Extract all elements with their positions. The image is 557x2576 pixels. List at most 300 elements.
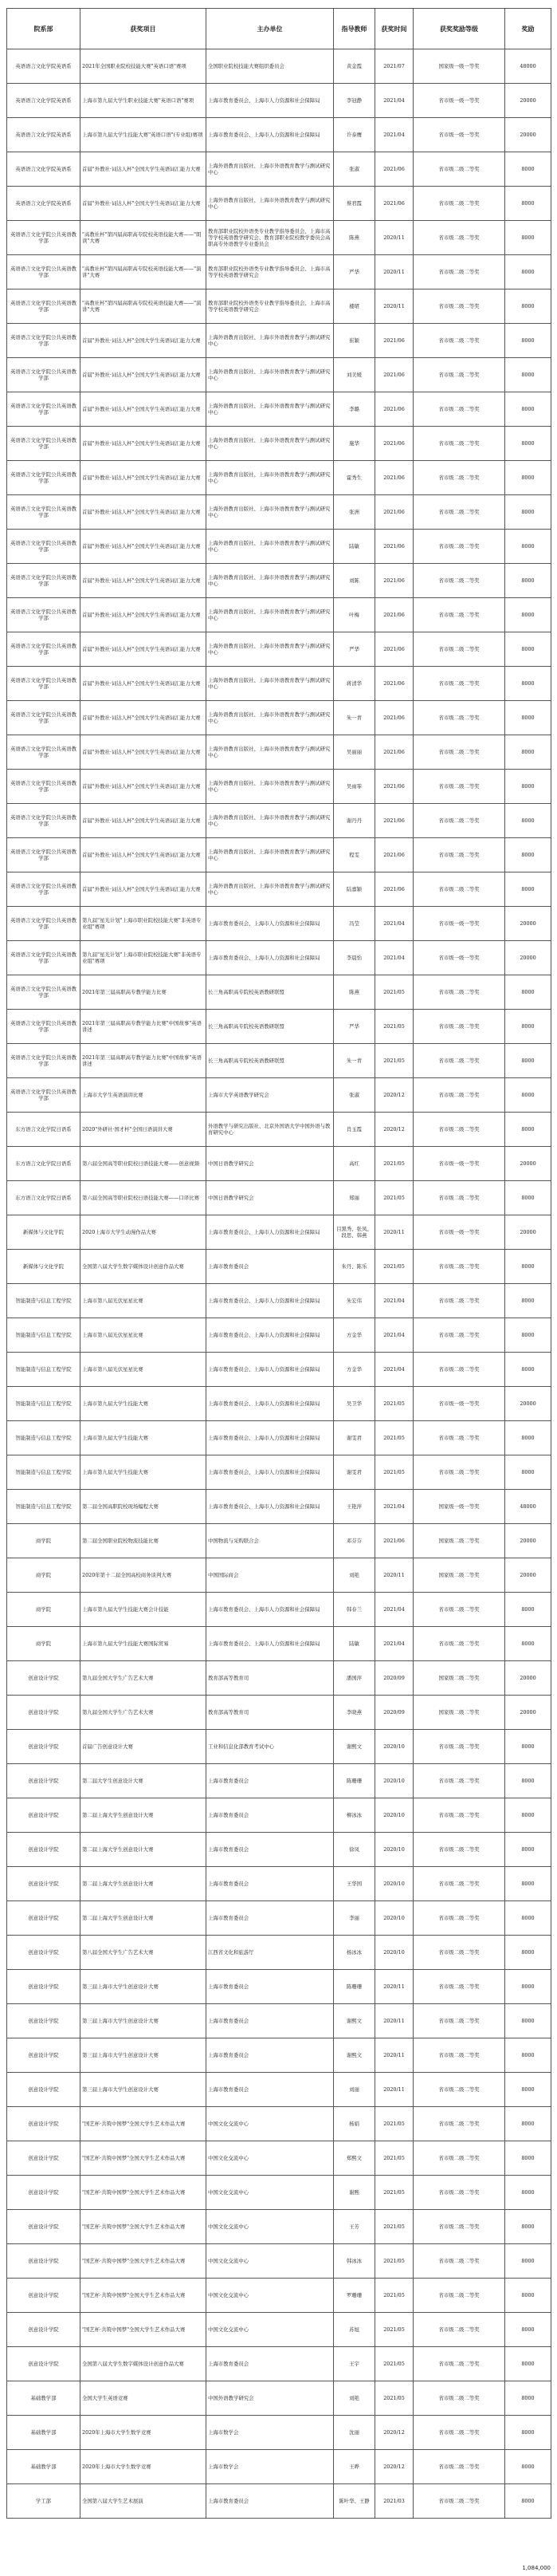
cell-reward: 8000 [505,1593,551,1627]
cell-organizer: 上海市教育委员会 [206,2484,334,2519]
cell-award-level: 省市级二级二等奖 [414,221,505,255]
cell-reward: 8000 [505,255,551,290]
cell-department: 创意设计学院 [7,2073,80,2107]
table-row [7,2073,551,2107]
cell-advisor: 谢丹丹 [334,804,375,838]
cell-award-item: 首届"外教社·词达人杯"全国大学生英语词汇能力大赛 [80,770,206,804]
cell-department: 创意设计学院 [7,1798,80,1833]
cell-award-date: 2020/10 [375,1730,414,1764]
cell-department: 英语语言文化学院英语系 [7,49,80,84]
cell-award-item: 上海市第八届光伏星星比赛 [80,1318,206,1353]
cell-award-item: 首届"外教社·词达人杯"全国大学生英语词汇能力大赛 [80,632,206,667]
cell-award-level: 省市级二级二等奖 [414,1764,505,1798]
table-row [7,804,551,838]
cell-reward: 8000 [505,1353,551,1387]
cell-reward: 8000 [505,2141,551,2176]
cell-reward: 8000 [505,804,551,838]
table-row [7,2244,551,2279]
cell-award-date: 2020/11 [375,255,414,290]
cell-organizer: 上海市教育委员会、上海市人力资源和社会保障局 [206,1318,334,1353]
cell-reward: 20000 [505,1661,551,1696]
cell-reward: 8000 [505,187,551,221]
cell-award-item: 第二届上海大学生创意设计大赛 [80,1901,206,1936]
cell-award-level: 省市级二级二等奖 [414,1078,505,1113]
cell-organizer: 中国物流与采购联合会 [206,1524,334,1558]
table-row [7,84,551,118]
cell-award-date: 2021/06 [375,667,414,701]
cell-organizer: 上海市教育委员会、上海市人力资源和社会保障局 [206,941,334,975]
cell-organizer: 中国文化交流中心 [206,2176,334,2210]
cell-advisor: 吴卫华 [334,1387,375,1421]
table-row [7,221,551,255]
cell-award-item: 2020上海市大学生动漫作品大赛 [80,1215,206,1250]
cell-organizer: 教育部职业院校外语类专业教学指导委员会、上海市高等学校英语教学研究会、教育部职业院校教学委员会高职高专外语教学专业委员会 [206,221,334,255]
cell-award-date: 2020/12 [375,1078,414,1113]
cell-reward: 8000 [505,2107,551,2141]
cell-award-date: 2021/05 [375,2107,414,2141]
cell-organizer: 上海外语教育出版社、上海市外语教育教学与测试研究中心 [206,632,334,667]
cell-department: 创意设计学院 [7,1764,80,1798]
cell-award-date: 2021/04 [375,1284,414,1318]
cell-reward: 20000 [505,907,551,941]
cell-award-date: 2020/11 [375,290,414,324]
cell-advisor: 杨娟 [334,2107,375,2141]
cell-advisor: 韩冰冰 [334,2244,375,2279]
cell-award-item: 2020年第十二届全国高校商务谈判大赛 [80,1558,206,1593]
cell-organizer: 上海外语教育出版社、上海市外语教育教学与测试研究中心 [206,872,334,907]
cell-award-item: 首届"外教社·词达人杯"全国大学生英语词汇能力大赛 [80,804,206,838]
cell-award-item: 第二届上海大学生创意设计大赛 [80,1798,206,1833]
cell-award-level: 省市级二级二等奖 [414,2073,505,2107]
cell-advisor: 吴雨霏 [334,770,375,804]
cell-organizer: 上海外语教育出版社、上海市外语教育教学与测试研究中心 [206,530,334,564]
cell-organizer: 上海市教育委员会 [206,1867,334,1901]
cell-department: 英语语言文化学院公共英语教学部 [7,770,80,804]
cell-department: 东方语言文化学院日语系 [7,1147,80,1181]
cell-advisor: 黄金霞 [334,49,375,84]
cell-organizer: 上海外语教育出版社、上海市外语教育教学与测试研究中心 [206,770,334,804]
cell-award-date: 2021/04 [375,1353,414,1387]
cell-organizer: 上海市教育委员会、上海市人力资源和社会保障局 [206,1627,334,1661]
cell-organizer: 中国文化交流中心 [206,2210,334,2244]
cell-award-date: 2021/06 [375,770,414,804]
cell-department: 英语语言文化学院公共英语教学部 [7,598,80,632]
cell-award-level: 省市级二级二等奖 [414,2381,505,2416]
cell-organizer: 长三角高职高专院校英语教研联盟 [206,1044,334,1078]
cell-department: 商学院 [7,1558,80,1593]
cell-advisor: 谢熙文 [334,2004,375,2038]
table-row [7,2484,551,2519]
cell-organizer: 上海市教育委员会 [206,1833,334,1867]
cell-award-date: 2021/06 [375,461,414,495]
table-row [7,1044,551,1078]
cell-reward: 8000 [505,2279,551,2313]
cell-advisor: 张淑 [334,1078,375,1113]
cell-award-level: 省市级二级二等奖 [414,530,505,564]
cell-organizer: 上海市教育委员会 [206,2004,334,2038]
table-row [7,530,551,564]
cell-award-date: 2021/04 [375,1593,414,1627]
cell-award-item: 2020"外研社·国才杯"全国日语演讲大赛 [80,1113,206,1147]
cell-advisor: 严华 [334,255,375,290]
cell-award-level: 省市级二级二等奖 [414,2279,505,2313]
cell-department: 英语语言文化学院公共英语教学部 [7,907,80,941]
cell-department: 英语语言文化学院公共英语教学部 [7,735,80,770]
table-row [7,564,551,598]
cell-award-date: 2021/06 [375,324,414,358]
table-row [7,118,551,152]
cell-award-item: 上海市第九届大学生技能大赛 [80,1387,206,1421]
cell-reward: 8000 [505,495,551,530]
cell-award-item: 第八届全国大学生广告艺术大赛 [80,1936,206,1970]
cell-department: 智能制造与信息工程学院 [7,1455,80,1490]
cell-award-item: 第三届上海市大学生创意设计大赛 [80,2038,206,2073]
cell-award-date: 2021/06 [375,632,414,667]
cell-award-date: 2020/12 [375,1113,414,1147]
cell-department: 智能制造与信息工程学院 [7,1387,80,1421]
cell-award-date: 2020/11 [375,1970,414,2004]
cell-advisor: 张淑 [334,152,375,187]
cell-organizer: 上海市数学会 [206,2450,334,2484]
cell-reward: 8000 [505,2073,551,2107]
cell-award-level: 省市级二级二等奖 [414,1901,505,1936]
cell-award-item: 第二届全国高职院校现场编程大赛 [80,1490,206,1524]
cell-award-level: 省市级一级一等奖 [414,1387,505,1421]
cell-advisor: 谢雯君 [334,1421,375,1455]
table-row [7,598,551,632]
cell-reward: 8000 [505,2176,551,2210]
cell-organizer: 上海外语教育出版社、上海市外语教育教学与测试研究中心 [206,564,334,598]
cell-organizer: 上海市教育委员会 [206,1901,334,1936]
cell-award-item: "国艺杯·共筑中国梦"全国大学生艺术作品大赛 [80,2176,206,2210]
cell-organizer: 上海外语教育出版社、上海市外语教育教学与测试研究中心 [206,804,334,838]
cell-advisor: 刘美媛 [334,358,375,392]
cell-award-item: 首届"外教社·词达人杯"全国大学生英语词汇能力大赛 [80,530,206,564]
cell-award-level: 国家级一级一等奖 [414,1490,505,1524]
cell-department: 东方语言文化学院日语系 [7,1113,80,1147]
cell-award-level: 省市级二级二等奖 [414,1833,505,1867]
cell-advisor: 杨冰冰 [334,1936,375,1970]
cell-department: 英语语言文化学院公共英语教学部 [7,495,80,530]
cell-organizer: 工业和信息化部教育考试中心 [206,1730,334,1764]
cell-advisor: 朱一青 [334,701,375,735]
cell-advisor: 谢熙 [334,2176,375,2210]
cell-award-date: 2020/10 [375,1798,414,1833]
cell-award-level: 省市级二级二等奖 [414,2450,505,2484]
cell-award-date: 2020/10 [375,1833,414,1867]
cell-award-level: 省市级二级二等奖 [414,1867,505,1901]
cell-award-item: 首届广告创意设计大赛 [80,1730,206,1764]
cell-reward: 8000 [505,461,551,495]
cell-organizer: 上海外语教育出版社、上海市外语教育教学与测试研究中心 [206,427,334,461]
cell-award-level: 省市级二级二等奖 [414,1353,505,1387]
cell-award-level: 省市级二级二等奖 [414,2313,505,2347]
cell-reward: 8000 [505,1421,551,1455]
cell-award-level: 省市级二级二等奖 [414,255,505,290]
cell-advisor: 严华 [334,1010,375,1044]
cell-reward: 8000 [505,427,551,461]
cell-organizer: 中国文化交流中心 [206,2313,334,2347]
cell-department: 智能制造与信息工程学院 [7,1318,80,1353]
cell-award-item: "高教社杯"第四届高职高专院校英语技能大赛——"演讲"大赛 [80,255,206,290]
cell-award-date: 2020/10 [375,1901,414,1936]
cell-award-date: 2021/04 [375,1318,414,1353]
cell-award-item: 首届"外教社·词达人杯"全国大学生英语词汇能力大赛 [80,324,206,358]
cell-award-level: 省市级二级二等奖 [414,1593,505,1627]
cell-award-date: 2021/05 [375,2381,414,2416]
cell-award-item: 上海市第九届大学生技能大赛 [80,1421,206,1455]
cell-award-level: 省市级二级二等奖 [414,2416,505,2450]
cell-award-item: 2020年上海市大学生数学竞赛 [80,2416,206,2450]
cell-reward: 8000 [505,2381,551,2416]
cell-award-level: 省市级二级二等奖 [414,2347,505,2381]
cell-reward: 20000 [505,84,551,118]
cell-advisor: 叶梅 [334,598,375,632]
cell-advisor: 谢熙文 [334,1730,375,1764]
cell-organizer: 上海市教育委员会、上海市人力资源和社会保障局 [206,1284,334,1318]
cell-award-date: 2021/06 [375,392,414,427]
table-row [7,701,551,735]
cell-reward: 8000 [505,735,551,770]
cell-department: 创意设计学院 [7,1661,80,1696]
cell-department: 英语语言文化学院公共英语教学部 [7,290,80,324]
cell-department: 学工部 [7,2484,80,2519]
cell-award-item: 上海市第九届大学生技能大赛国际贸易 [80,1627,206,1661]
cell-advisor: 刘艳 [334,2381,375,2416]
cell-award-date: 2020/10 [375,1764,414,1798]
award-table-sheet [6,8,551,2519]
table-row [7,1455,551,1490]
cell-organizer: 上海外语教育出版社、上海市外语教育教学与测试研究中心 [206,187,334,221]
table-row [7,1730,551,1764]
cell-organizer: 上海市教育委员会、上海市人力资源和社会保障局 [206,1215,334,1250]
cell-department: 智能制造与信息工程学院 [7,1490,80,1524]
cell-department: 英语语言文化学院公共英语教学部 [7,427,80,461]
cell-award-item: 2021年第三届高职高专教学能力比赛"中国故事"英语讲述 [80,1010,206,1044]
cell-department: 创意设计学院 [7,1867,80,1901]
cell-award-date: 2020/11 [375,1215,414,1250]
cell-award-item: 首届"外教社·词达人杯"全国大学生英语词汇能力大赛 [80,598,206,632]
cell-department: 创意设计学院 [7,1936,80,1970]
cell-award-date: 2020/10 [375,1936,414,1970]
cell-award-level: 省市级二级二等奖 [414,2038,505,2073]
cell-organizer: 上海市教育委员会、上海市人力资源和社会保障局 [206,1353,334,1387]
table-row [7,735,551,770]
cell-organizer: 上海市教育委员会 [206,2073,334,2107]
cell-advisor: 方金华 [334,1318,375,1353]
cell-reward: 8000 [505,701,551,735]
table-row [7,2038,551,2073]
table-row [7,770,551,804]
cell-organizer: 上海市教育委员会 [206,1764,334,1798]
cell-reward: 8000 [505,2450,551,2484]
cell-department: 英语语言文化学院公共英语教学部 [7,530,80,564]
cell-advisor: 目黑秀、张凤、段思、韩燕 [334,1215,375,1250]
table-row [7,2176,551,2210]
cell-award-item: 全国第八届大学生艺术展演 [80,2484,206,2519]
cell-department: 英语语言文化学院公共英语教学部 [7,1078,80,1113]
cell-award-date: 2020/12 [375,2416,414,2450]
cell-advisor: 施华 [334,427,375,461]
cell-award-level: 国家级二级二等奖 [414,1696,505,1730]
cell-award-level: 省市级二级二等奖 [414,1318,505,1353]
cell-department: 创意设计学院 [7,1833,80,1867]
table-row [7,1078,551,1113]
cell-reward: 8000 [505,564,551,598]
cell-award-date: 2021/05 [375,1455,414,1490]
cell-award-date: 2021/06 [375,358,414,392]
cell-award-date: 2021/05 [375,2244,414,2279]
cell-award-level: 省市级二级二等奖 [414,187,505,221]
cell-organizer: 中国日语教学研究会 [206,1147,334,1181]
cell-award-date: 2021/06 [375,598,414,632]
cell-award-level: 省市级二级二等奖 [414,1970,505,2004]
cell-reward: 8000 [505,290,551,324]
cell-reward: 8000 [505,1113,551,1147]
cell-organizer: 教育部高等教育司 [206,1661,334,1696]
cell-advisor: 许泰鹰 [334,118,375,152]
cell-award-date: 2021/06 [375,427,414,461]
cell-award-item: "国艺杯·共筑中国梦"全国大学生艺术作品大赛 [80,2210,206,2244]
cell-advisor: 李晨怡 [334,941,375,975]
header-award-date: 获奖时间 [375,9,414,49]
cell-reward: 8000 [505,770,551,804]
cell-organizer: 中国文化交流中心 [206,2141,334,2176]
cell-award-item: 2021年全国职业院校技能大赛"英语口语"赛项 [80,49,206,84]
cell-reward: 8000 [505,1764,551,1798]
cell-reward: 20000 [505,1524,551,1558]
cell-award-level: 省市级二级二等奖 [414,564,505,598]
cell-award-item: 首届"外教社·词达人杯"全国大学生英语词汇能力大赛 [80,872,206,907]
cell-advisor: 沈丽 [334,2416,375,2450]
cell-organizer: 上海外语教育出版社、上海市外语教育教学与测试研究中心 [206,701,334,735]
table-row [7,255,551,290]
cell-organizer: 中国文化交流中心 [206,2279,334,2313]
cell-award-item: 第三届上海市大学生创意设计大赛 [80,2073,206,2107]
cell-award-level: 省市级二级二等奖 [414,427,505,461]
table-row [7,2279,551,2313]
cell-reward: 8000 [505,2416,551,2450]
cell-advisor: 王晔 [334,2450,375,2484]
table-row [7,1421,551,1455]
cell-reward: 8000 [505,358,551,392]
cell-department: 智能制造与信息工程学院 [7,1353,80,1387]
cell-award-item: 2021年第三届高职高专教学能力比赛"中国故事"英语讲述 [80,1044,206,1078]
table-row [7,838,551,872]
cell-award-item: 上海市第九届大学生技能大赛会计技能 [80,1593,206,1627]
cell-advisor: 李晓燕 [334,1696,375,1730]
cell-advisor: 李丽 [334,1901,375,1936]
cell-reward: 8000 [505,1833,551,1867]
cell-award-item: 全国大学生英语竞赛 [80,2381,206,2416]
cell-award-level: 省市级二级二等奖 [414,1798,505,1833]
cell-department: 智能制造与信息工程学院 [7,1284,80,1318]
cell-department: 英语语言文化学院公共英语教学部 [7,221,80,255]
cell-department: 英语语言文化学院公共英语教学部 [7,324,80,358]
cell-award-level: 省市级一级一等奖 [414,1215,505,1250]
cell-award-date: 2021/05 [375,1044,414,1078]
cell-award-level: 省市级二级二等奖 [414,152,505,187]
cell-organizer: 长三角高职高专院校英语教研联盟 [206,975,334,1010]
table-row [7,632,551,667]
cell-award-level: 省市级一级一等奖 [414,941,505,975]
cell-department: 新媒体与文化学院 [7,1250,80,1284]
cell-award-item: 2020年上海市大学生数学竞赛 [80,2450,206,2484]
cell-advisor: 严华 [334,632,375,667]
cell-award-item: "高教社杯"第四届高职高专院校英语技能大赛——"演讲"大赛 [80,290,206,324]
cell-advisor: 楼珺 [334,290,375,324]
cell-advisor: 张洲 [334,495,375,530]
table-row [7,2416,551,2450]
cell-advisor: 潘国萍 [334,1661,375,1696]
cell-reward: 20000 [505,1558,551,1593]
cell-organizer: 上海市教育委员会 [206,1970,334,2004]
cell-award-item: 第三届上海市大学生创意设计大赛 [80,1970,206,2004]
cell-department: 创意设计学院 [7,2279,80,2313]
cell-award-date: 2020/11 [375,2038,414,2073]
cell-department: 英语语言文化学院英语系 [7,187,80,221]
cell-organizer: 上海市教育委员会、上海市人力资源和社会保障局 [206,1593,334,1627]
cell-organizer: 上海市教育委员会 [206,2038,334,2073]
cell-organizer: 上海外语教育出版社、上海市外语教育教学与测试研究中心 [206,324,334,358]
cell-department: 英语语言文化学院公共英语教学部 [7,975,80,1010]
table-row [7,2450,551,2484]
cell-award-item: 第九届"星光计划"上海市职业院校技能大赛"非英语专业组"赛项 [80,941,206,975]
cell-award-level: 省市级二级二等奖 [414,701,505,735]
table-row [7,2381,551,2416]
table-row [7,667,551,701]
header-organizer: 主办单位 [206,9,334,49]
cell-award-date: 2021/05 [375,1181,414,1215]
table-row [7,1970,551,2004]
cell-award-date: 2021/05 [375,2210,414,2244]
table-row [7,1627,551,1661]
cell-reward: 8000 [505,1455,551,1490]
table-row [7,1593,551,1627]
cell-reward: 8000 [505,1970,551,2004]
cell-organizer: 外语教学与研究出版社、北京外国语大学中国外语与教育研究中心 [206,1113,334,1147]
cell-advisor: 邓芬芬 [334,1524,375,1558]
table-row [7,2210,551,2244]
cell-organizer: 中国日语教学研究会 [206,1181,334,1215]
cell-reward: 8000 [505,1867,551,1901]
cell-award-level: 省市级二级二等奖 [414,1181,505,1215]
cell-award-date: 2021/05 [375,1421,414,1455]
cell-award-level: 省市级二级二等奖 [414,2141,505,2176]
cell-department: 创意设计学院 [7,2107,80,2141]
cell-department: 创意设计学院 [7,2244,80,2279]
cell-organizer: 上海市教育委员会、上海市人力资源和社会保障局 [206,1421,334,1455]
cell-award-level: 省市级二级二等奖 [414,735,505,770]
cell-award-level: 省市级一级一等奖 [414,907,505,941]
header-advisor: 指导教师 [334,9,375,49]
cell-award-level: 国家级一级一等奖 [414,49,505,84]
table-row [7,427,551,461]
cell-award-level: 省市级一级一等奖 [414,84,505,118]
cell-advisor: 陈燕 [334,975,375,1010]
cell-department: 创意设计学院 [7,2141,80,2176]
cell-department: 英语语言文化学院公共英语教学部 [7,461,80,495]
cell-award-level: 省市级二级二等奖 [414,770,505,804]
cell-department: 商学院 [7,1593,80,1627]
table-row [7,872,551,907]
cell-advisor: 柳冰冰 [334,1798,375,1833]
cell-reward: 8000 [505,1078,551,1113]
cell-organizer: 上海外语教育出版社、上海市外语教育教学与测试研究中心 [206,598,334,632]
cell-award-date: 2021/05 [375,2141,414,2176]
cell-department: 英语语言文化学院公共英语教学部 [7,358,80,392]
cell-award-level: 省市级二级二等奖 [414,2244,505,2279]
